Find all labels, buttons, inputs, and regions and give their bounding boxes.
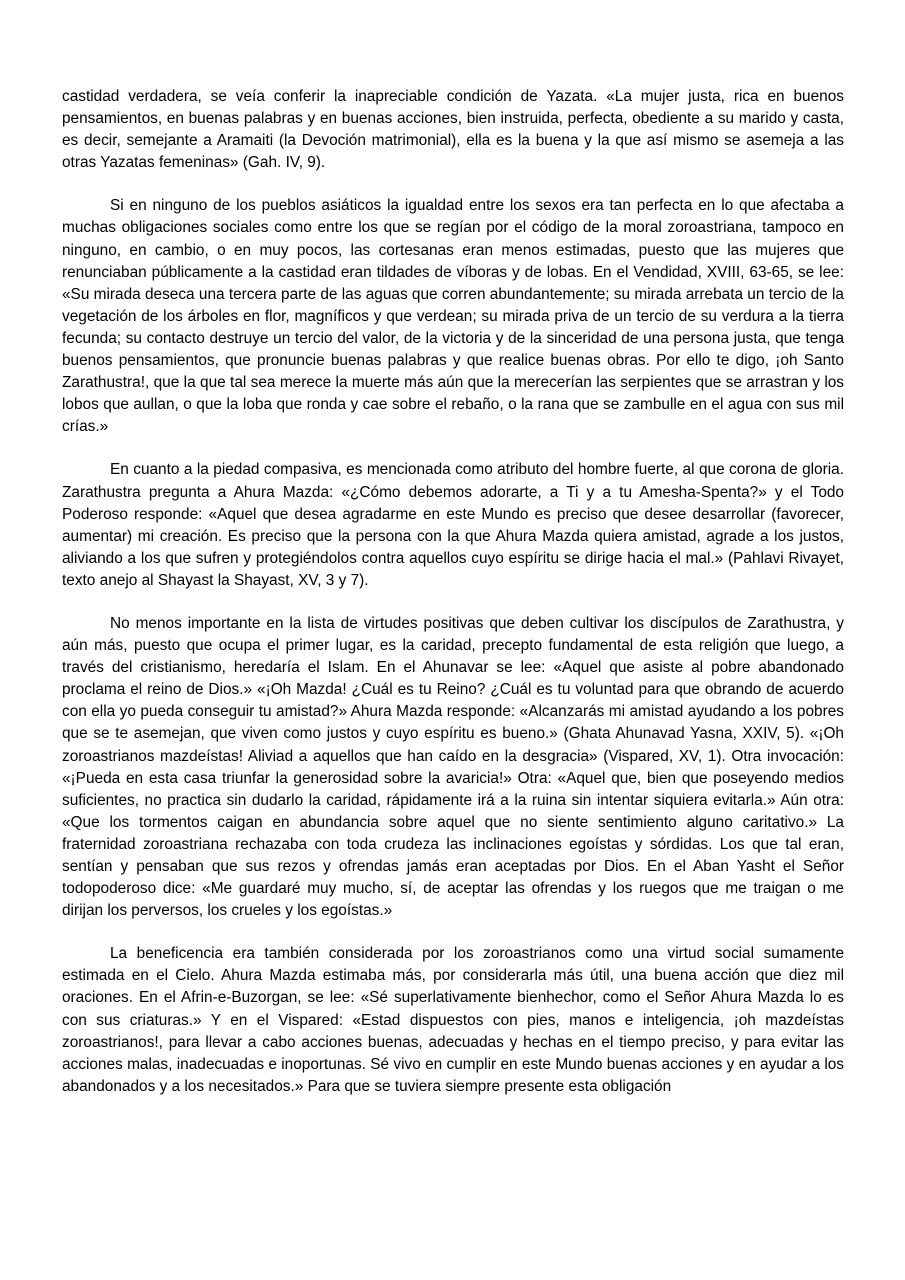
body-paragraph-castidad-verdadera: castidad verdadera, se veía conferir la inapreciable condición de Yazata. «La mujer justa, rica en buenos pensamientos, en buenas palabras y en buenas acciones, bien instruida, perfecta, obediente a su marido y casta, es decir, semejante a Aramaiti (la Devoción matrimonial), ella es la buena y la que así mismo se asemeja a las otras Yazatas femeninas» (Gah. IV, 9). (62, 88, 844, 172)
body-paragraph-beneficencia: La beneficencia era también considerada por los zoroastrianos como una virtud social sumamente estimada en el Cielo. Ahura Mazda estimaba más, por considerarla más útil, una buena acción que diez mil oraciones. En el Afrin-e-Buzorgan, se lee: «Sé superlativamente bienhechor, como el Señor Ahura Mazda lo es con sus criaturas.» Y en el Vispared: «Estad dispuestos con pies, manos e inteligencia, ¡oh mazdeístas zoroastrianos!, para llevar a cabo acciones buenas, adecuadas y hechas en el tiempo preciso, y para evitar las acciones malas, inadecuadas e inoportunas. Sé vivo en cumplir en este Mundo buenas acciones y en ayudar a los abandonados y a los necesitados.» Para que se tuviera siempre presente esta obligación (62, 945, 844, 1095)
body-paragraph-virtudes-positivas-caridad: No menos importante en la lista de virtudes positivas que deben cultivar los discípulos de Zarathustra, y aún más, puesto que ocupa el primer lugar, es la caridad, precepto fundamental de esta religión que luego, a través del cristianismo, heredaría el Islam. En el Ahunavar se lee: «Aquel que asiste al pobre abandonado proclama el reino de Dios.» «¡Oh Mazda! ¿Cuál es tu Reino? ¿Cuál es tu voluntad para que obrando de acuerdo con ella yo pueda conseguir tu amistad?» Ahura Mazda responde: «Alcanzarás mi amistad ayudando a los pobres que se te asemejan, que viven como justos y cuyo espíritu es bueno.» (Ghata Ahunavad Yasna, XXIV, 5). «¡Oh zoroastrianos mazdeístas! Aliviad a aquellos que han caído en la desgracia» (Vispared, XV, 1). Otra invocación: «¡Pueda en esta casa triunfar la generosidad sobre la avaricia!» Otra: «Aquel que, bien que poseyendo medios suficientes, no practica sin dudarlo la caridad, rápidamente irá a la ruina sin intentar siquiera evitarla.» Aún otra: «Que los tormentos caigan en abundancia sobre aquel que no siente sentimiento alguno caritativo.» La fraternidad zoroastriana rechazaba con toda crudeza las inclinaciones egoístas y sórdidas. Los que tal eran, sentían y pensaban que sus rezos y ofrendas jamás eran aceptadas por Dios. En el Aban Yasht el Señor todopoderoso dice: «Me guardaré muy mucho, sí, de aceptar las ofrendas y los ruegos que me traigan o me dirijan los perversos, los crueles y los egoístas.» (62, 614, 844, 920)
body-paragraph-igualdad-entre-los-sexos: Si en ninguno de los pueblos asiáticos la igualdad entre los sexos era tan perfecta en lo que afectaba a muchas obligaciones sociales como entre los que se regían por el código de la moral zoroastriana, tampoco en ninguno, en cambio, o en muy pocos, las cortesanas eran menos estimadas, puesto que las mujeres que renunciaban públicamente a la castidad eran tildades de víboras y de lobas. En el Vendidad, XVIII, 63-65, se lee: «Su mirada deseca una tercera parte de las aguas que corren abundantemente; su mirada arrebata un tercio de la vegetación de los árboles en flor, magníficos y que verdean; su mirada priva de un tercio de su verdura a la tierra fecunda; su contacto destruye un tercio del valor, de la victoria y de la sinceridad de una persona justa, que tenga buenos pensamientos, que pronuncie buenas palabras y que realice buenas obras. Por ello te digo, ¡oh Santo Zarathustra!, que la que tal sea merece la muerte más aún que la merecerían las serpientes que se arrastran y los lobos que aullan, o que la loba que ronda y cae sobre el rebaño, o la rana que se zambulle en el agua con sus mil crías.» (62, 197, 844, 436)
document-text-column (62, 86, 844, 1098)
body-paragraph-piedad-compasiva: En cuanto a la piedad compasiva, es mencionada como atributo del hombre fuerte, al que corona de gloria. Zarathustra pregunta a Ahura Mazda: «¿Cómo debemos adorarte, a Ti y a tu Amesha-Spenta?» y el Todo Poderoso responde: «Aquel que desea agradarme en este Mundo es preciso que desee desarrollar (favorecer, aumentar) mi creación. Es preciso que la persona con la que Ahura Mazda quiera amistad, agrade a los justos, aliviando a los que sufren y protegiéndolos contra aquellos cuyo espíritu se dirige hacia el mal.» (Pahlavi Rivayet, texto anejo al Shayast la Shayast, XV, 3 y 7). (62, 461, 844, 589)
